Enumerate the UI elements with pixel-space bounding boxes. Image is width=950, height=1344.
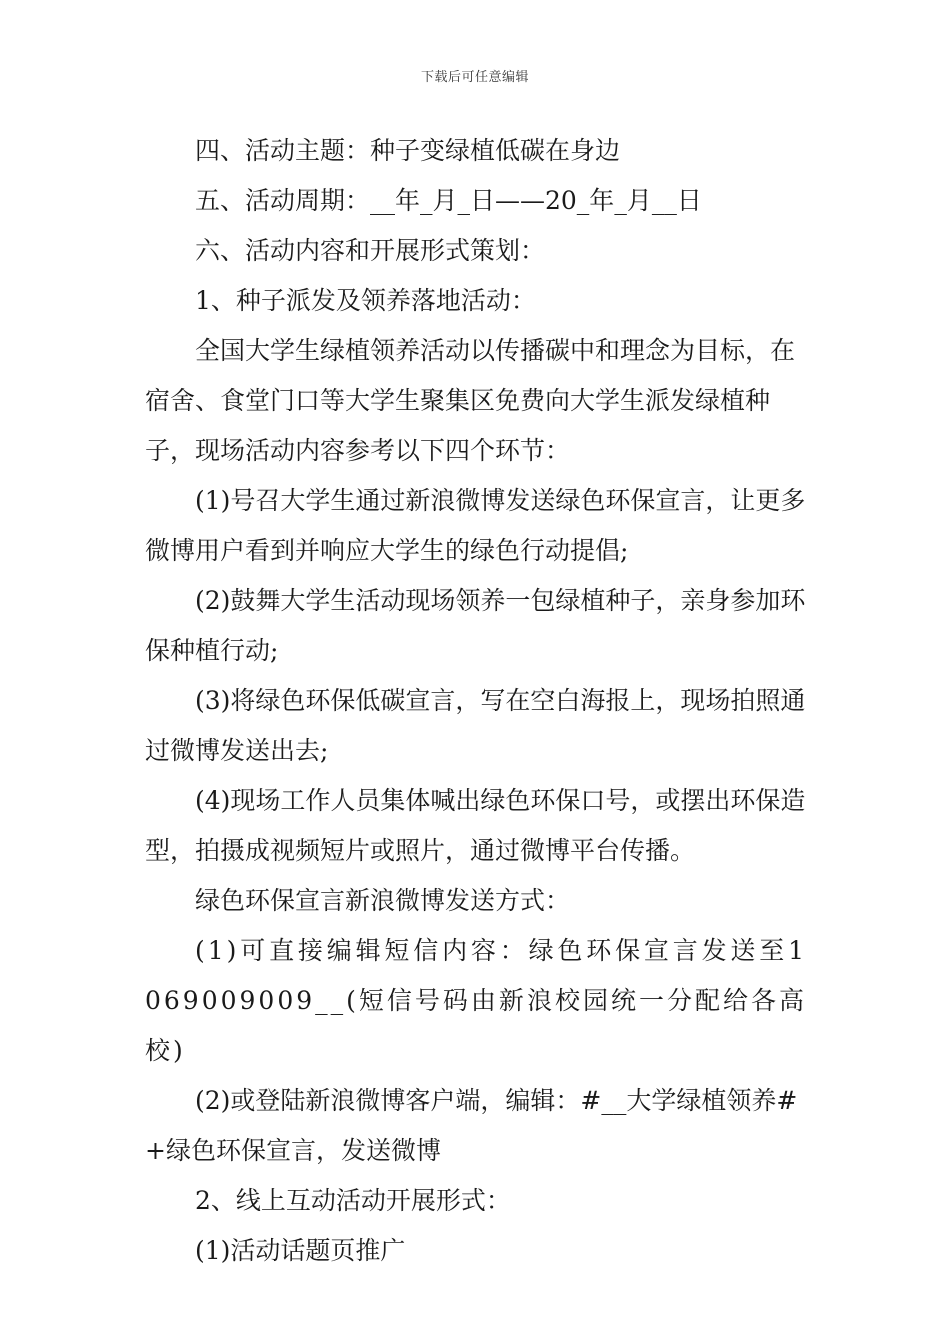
- paragraph-activity-content-heading: 六、活动内容和开展形式策划：: [195, 236, 546, 265]
- paragraph-step-2: (2)鼓舞大学生活动现场领养一包绿植种子，亲身参加环保种植行动;: [145, 586, 806, 665]
- paragraph-activity-period: 五、活动周期：__年_月_日——20_年_月__日: [195, 186, 702, 215]
- paragraph-method-2: (2)或登陆新浪微博客户端，编辑：#__大学绿植领养#+绿色环保宣言，发送微博: [145, 1086, 798, 1165]
- document-body: [145, 126, 807, 1276]
- paragraph-activity-theme: 四、活动主题：种子变绿植低碳在身边: [195, 136, 621, 165]
- paragraph-step-3: (3)将绿色环保低碳宣言，写在空白海报上，现场拍照通过微博发送出去;: [145, 686, 806, 765]
- paragraph-method-1: (1)可直接编辑短信内容：绿色环保宣言发送至1069009009__(短信号码由新浪校园统一分配给各高校): [145, 936, 807, 1065]
- paragraph-seed-distribution-heading: 1、种子派发及领养落地活动：: [195, 286, 536, 315]
- paragraph-seed-distribution-intro: 全国大学生绿植领养活动以传播碳中和理念为目标，在宿舍、食堂门口等大学生聚集区免费向大学生派发绿植种子，现场活动内容参考以下四个环节：: [145, 336, 796, 465]
- paragraph-step-1: (1)号召大学生通过新浪微博发送绿色环保宣言，让更多微博用户看到并响应大学生的绿色行动提倡;: [145, 486, 806, 565]
- paragraph-step-4: (4)现场工作人员集体喊出绿色环保口号，或摆出环保造型，拍摄成视频短片或照片，通过微博平台传播。: [145, 786, 806, 865]
- paragraph-weibo-method-heading: 绿色环保宣言新浪微博发送方式：: [195, 886, 571, 915]
- paragraph-online-heading: 2、线上互动活动开展形式：: [195, 1186, 511, 1215]
- page-header: 下载后可任意编辑: [420, 70, 529, 85]
- paragraph-online-item-1: (1)活动话题页推广: [195, 1236, 406, 1265]
